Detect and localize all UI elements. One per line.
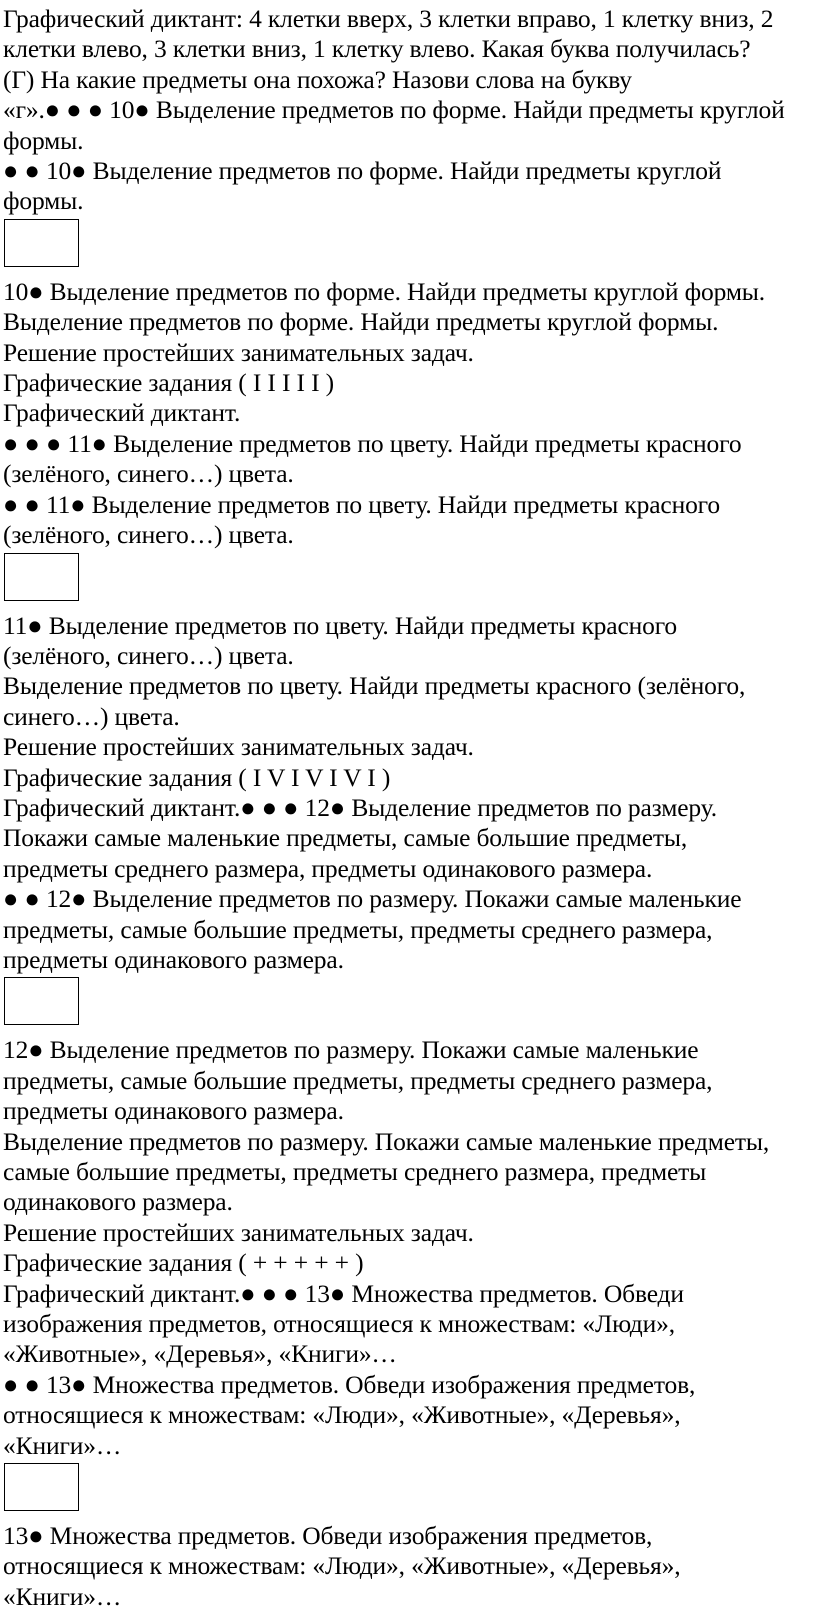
text-line: Графические задания ( I V I V I V I ) bbox=[3, 762, 391, 792]
text-line: предметы, самые большие предметы, предметы среднего размера, bbox=[3, 1065, 713, 1095]
text-line: Решение простейших занимательных задач. bbox=[3, 337, 474, 367]
empty-box bbox=[4, 219, 79, 267]
empty-box bbox=[4, 1463, 79, 1511]
text-line: Графический диктант.● ● ● 13● Множества предметов. Обведи bbox=[3, 1278, 684, 1308]
text-line: 10● Выделение предметов по форме. Найди предметы круглой формы. bbox=[3, 276, 766, 306]
text-line: Графический диктант: 4 клетки вверх, 3 клетки вправо, 1 клетку вниз, 2 bbox=[3, 4, 774, 33]
text-line: ● ● 10● Выделение предметов по форме. Найди предметы круглой bbox=[3, 156, 722, 186]
text-line: Выделение предметов по размеру. Покажи самые маленькие предметы, bbox=[3, 1126, 770, 1156]
text-line: ● ● 11● Выделение предметов по цвету. Найди предметы красного bbox=[3, 489, 720, 519]
text-line: изображения предметов, относящиеся к множествам: «Люди», bbox=[3, 1309, 675, 1339]
text-line: «г».● ● ● 10● Выделение предметов по форме. Найди предметы круглой bbox=[3, 95, 785, 125]
text-line: предметы среднего размера, предметы одинакового размера. bbox=[3, 853, 653, 883]
text-line: самые большие предметы, предметы среднего размера, предметы bbox=[3, 1157, 707, 1186]
text-line: (зелёного, синего…) цвета. bbox=[3, 640, 294, 670]
text-line: Графические задания ( I I I I I ) bbox=[3, 368, 335, 398]
text-line: «Книги»… bbox=[3, 1581, 122, 1611]
text-line: (зелёного, синего…) цвета. bbox=[3, 459, 294, 489]
text-line: «Книги»… bbox=[3, 1430, 122, 1460]
empty-box bbox=[4, 553, 79, 601]
text-line: предметы одинакового размера. bbox=[3, 944, 344, 974]
text-line: предметы, самые большие предметы, предметы среднего размера, bbox=[3, 914, 713, 944]
text-line: 11● Выделение предметов по цвету. Найди предметы красного bbox=[3, 610, 677, 640]
text-line: Графический диктант. bbox=[3, 398, 241, 428]
text-line: клетки влево, 3 клетки вниз, 1 клетку влево. Какая буква получилась? bbox=[3, 34, 751, 64]
text-line: формы. bbox=[3, 186, 84, 216]
text-line: относящиеся к множествам: «Люди», «Животные», «Деревья», bbox=[3, 1551, 681, 1581]
text-line: Решение простейших занимательных задач. bbox=[3, 1217, 474, 1247]
text-line: (зелёного, синего…) цвета. bbox=[3, 520, 294, 550]
text-line: синего…) цвета. bbox=[3, 701, 180, 731]
text-line: Покажи самые маленькие предметы, самые большие предметы, bbox=[3, 823, 688, 853]
text-line: формы. bbox=[3, 125, 84, 155]
text-line: относящиеся к множествам: «Люди», «Животные», «Деревья», bbox=[3, 1400, 681, 1430]
text-line: Графический диктант.● ● ● 12● Выделение предметов по размеру. bbox=[3, 792, 717, 822]
text-line: Выделение предметов по цвету. Найди предметы красного (зелёного, bbox=[3, 671, 746, 701]
text-line: (Г) На какие предметы она похожа? Назови слова на букву bbox=[3, 64, 632, 94]
text-line: 12● Выделение предметов по размеру. Покажи самые маленькие bbox=[3, 1035, 699, 1065]
text-line: предметы одинакового размера. bbox=[3, 1096, 344, 1126]
empty-box bbox=[4, 977, 79, 1025]
text-line: «Животные», «Деревья», «Книги»… bbox=[3, 1339, 397, 1369]
text-line: ● ● ● 11● Выделение предметов по цвету. Найди предметы красного bbox=[3, 428, 742, 458]
text-line: 13● Множества предметов. Обведи изображения предметов, bbox=[3, 1521, 653, 1551]
text-line: Выделение предметов по форме. Найди предметы круглой формы. bbox=[3, 307, 719, 337]
text-line: ● ● 13● Множества предметов. Обведи изображения предметов, bbox=[3, 1369, 696, 1399]
text-line: ● ● 12● Выделение предметов по размеру. Покажи самые маленькие bbox=[3, 884, 742, 914]
text-line: одинакового размера. bbox=[3, 1187, 233, 1217]
text-line: Решение простейших занимательных задач. bbox=[3, 732, 474, 762]
text-line: Графические задания ( + + + + + ) bbox=[3, 1248, 364, 1278]
